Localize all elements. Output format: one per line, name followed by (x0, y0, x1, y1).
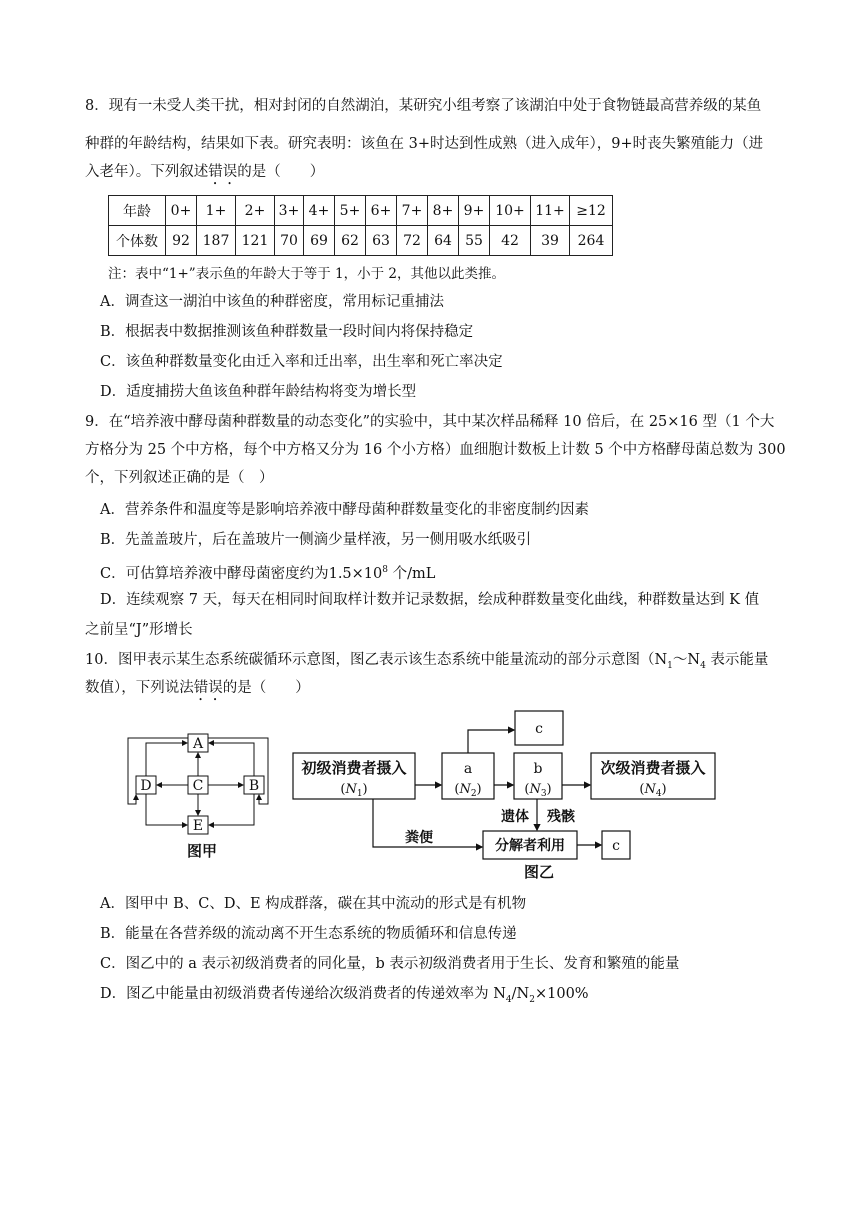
age-structure-table (108, 195, 613, 256)
age-cell: 2+ (236, 196, 275, 226)
q10-stem-line2 (85, 678, 310, 704)
feces-label: 粪便 (405, 830, 433, 846)
count-cell: 72 (397, 226, 428, 256)
q9-stem-line3: 个，下列叙述正确的是（ ） (85, 470, 274, 486)
age-cell: 5+ (335, 196, 366, 226)
age-cell: 1+ (197, 196, 236, 226)
q8-option-b[interactable]: B．根据表中数据推测该鱼种群数量一段时间内将保持稳定 (100, 324, 474, 340)
age-cell: ≥12 (570, 196, 613, 226)
count-cell: 264 (570, 226, 613, 256)
q8-stem-text: 入老年）。下列叙述 (85, 164, 209, 180)
q10-option-a[interactable]: A．图甲中 B、C、D、E 构成群落，碳在其中流动的形式是有机物 (100, 896, 527, 912)
q8-option-a[interactable]: A．调查这一湖泊中该鱼的种群密度，常用标记重捕法 (100, 294, 444, 310)
q9-option-c-text: C．可估算培养液中酵母菌密度约为 (100, 565, 329, 582)
age-cell: 11+ (531, 196, 570, 226)
c-right-label: c (612, 838, 620, 854)
q8-answer-paren: 的是（ ） (237, 164, 325, 180)
c-top-label: c (535, 721, 543, 737)
figure-jia-carbon-cycle (118, 722, 278, 868)
age-header: 年龄 (109, 196, 166, 226)
age-cell: 0+ (166, 196, 197, 226)
count-cell: 63 (366, 226, 397, 256)
q9-density-value: 1.5×10 (328, 565, 383, 582)
n1-label: 初级消费者摄入 (301, 759, 407, 777)
count-cell: 55 (459, 226, 490, 256)
q9-density-unit: 个/mL (388, 565, 436, 582)
arrow-b-to-a (209, 743, 254, 776)
q10-sub-4: 4 (700, 660, 706, 671)
figure-yi-caption: 图乙 (523, 863, 555, 881)
count-cell: 70 (275, 226, 304, 256)
remains-label-1: 遗体 (501, 809, 529, 825)
b-var: $(N_3)$ (524, 782, 552, 799)
figure-yi-energy-flow (285, 705, 725, 883)
a-var: $(N_2)$ (454, 782, 482, 799)
q10-option-d-text: D．图乙中能量由初级消费者传递给次级消费者的传递效率为 N (100, 986, 506, 1002)
age-cell: 8+ (428, 196, 459, 226)
q9-option-b[interactable]: B．先盖盖玻片，后在盖玻片一侧滴少量样液，另一侧用吸水纸吸引 (100, 532, 532, 548)
table-note: 注：表中“1+”表示鱼的年龄大于等于 1，小于 2，其他以此类推。 (108, 266, 505, 282)
q8-option-d[interactable]: D．适度捕捞大鱼该鱼种群年龄结构将变为增长型 (100, 384, 417, 400)
arrow-a-to-c (468, 730, 514, 753)
count-cell: 39 (531, 226, 570, 256)
q10-option-d-sub2: 2 (529, 994, 535, 1005)
age-cell: 10+ (490, 196, 531, 226)
count-cell: 187 (197, 226, 236, 256)
count-header: 个体数 (109, 226, 166, 256)
count-cell: 92 (166, 226, 197, 256)
q10-stem-range: ～N (672, 652, 701, 668)
q10-option-c[interactable]: C．图乙中的 a 表示初级消费者的同化量，b 表示初级消费者用于生长、发育和繁殖的能量 (100, 956, 680, 972)
q10-option-d-sub4: 4 (505, 994, 512, 1005)
count-cell: 42 (490, 226, 531, 256)
age-cell: 7+ (397, 196, 428, 226)
q8-stem-line1: 8．现有一未受人类干扰，相对封闭的自然湖泊，某研究小组考察了该湖泊中处于食物链最高营养级的某鱼 (85, 98, 762, 114)
q8-emphasis-wrong: 错误 (208, 164, 238, 180)
figure-jia-caption: 图甲 (186, 842, 218, 860)
count-cell: 64 (428, 226, 459, 256)
count-cell: 69 (304, 226, 335, 256)
q10-stem-text: 10．图甲表示某生态系统碳循环示意图，图乙表示该生态系统中能量流动的部分示意图（N (85, 652, 668, 668)
node-c-label: C (192, 778, 204, 794)
count-row (109, 226, 613, 256)
age-cell: 3+ (275, 196, 304, 226)
q8-stem-line2: 种群的年龄结构，结果如下表。研究表明：该鱼在 3+时达到性成熟（进入成年），9+时丧失繁殖能力（进 (85, 136, 764, 152)
q9-stem-line1: 9．在“培养液中酵母菌种群数量的动态变化”的实验中，其中某次样品稀释 10 倍后，在 25×16 型（1 个大 (85, 414, 775, 430)
q10-emphasis-wrong: 错误 (193, 680, 223, 696)
q8-stem-line3 (85, 162, 324, 188)
age-cell: 4+ (304, 196, 335, 226)
q10-option-d-slash: /N (511, 986, 530, 1002)
q9-stem-line2: 方格分为 25 个中方格，每个中方格又分为 16 个小方格）血细胞计数板上计数 5 个中方格酵母菌总数为 300 (85, 442, 786, 458)
q9-option-a[interactable]: A．营养条件和温度等是影响培养液中酵母菌种群数量变化的非密度制约因素 (100, 502, 589, 518)
age-cell: 6+ (366, 196, 397, 226)
n4-var: $(N_4)$ (639, 782, 667, 799)
n1-var: $(N_1)$ (340, 782, 368, 799)
q10-option-d-percent: ×100% (534, 986, 589, 1002)
q10-stem-text2: 数值），下列说法 (85, 680, 194, 696)
node-a-label: A (192, 736, 204, 752)
q10-option-b[interactable]: B．能量在各营养级的流动离不开生态系统的物质循环和信息传递 (100, 926, 517, 942)
q8-option-c[interactable]: C．该鱼种群数量变化由迁入率和迁出率，出生率和死亡率决定 (100, 354, 503, 370)
q9-option-c[interactable] (100, 560, 435, 584)
count-cell: 121 (236, 226, 275, 256)
q10-option-d[interactable] (100, 984, 589, 1010)
q10-stem-end: 表示能量 (705, 652, 769, 668)
q10-sub-1: 1 (667, 660, 673, 671)
node-b-label: B (248, 778, 260, 794)
b-label: b (533, 761, 543, 777)
age-row (109, 196, 613, 226)
arrow-d-to-e (146, 794, 187, 825)
remains-label-2: 残骸 (547, 809, 575, 825)
q9-option-d-line1[interactable]: D．连续观察 7 天，每天在相同时间取样计数并记录数据，绘成种群数量变化曲线，种群数量达到 K 值 (100, 592, 760, 608)
decomposer-label: 分解者利用 (495, 838, 565, 854)
a-label: a (463, 761, 473, 777)
q9-option-d-line2: 之前呈“J”形增长 (85, 622, 193, 638)
q9-density-exponent: 8 (382, 565, 388, 575)
q10-stem-line1 (85, 650, 768, 676)
count-cell: 62 (335, 226, 366, 256)
q10-answer-paren: 的是（ ） (222, 680, 310, 696)
arrow-b-to-e (209, 794, 254, 825)
node-e-label: E (192, 818, 204, 834)
age-cell: 9+ (459, 196, 490, 226)
arrow-d-to-a (146, 743, 187, 776)
n4-label: 次级消费者摄入 (600, 759, 706, 777)
node-d-label: D (140, 778, 152, 794)
